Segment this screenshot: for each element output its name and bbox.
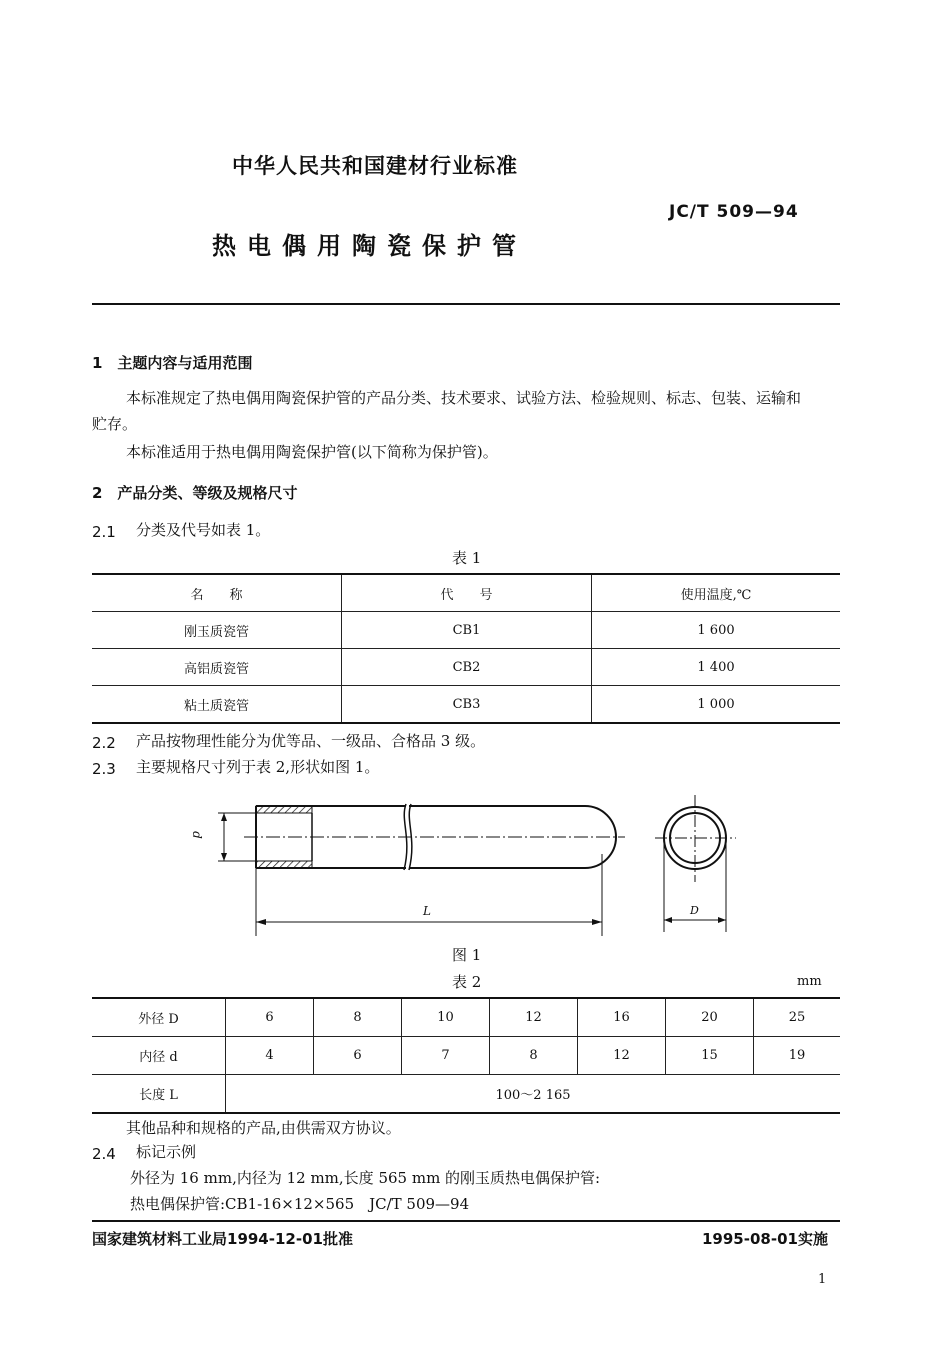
table-2-cell: 8 xyxy=(314,998,402,1037)
figure-1-caption: 图 1 xyxy=(452,946,482,964)
table-1 xyxy=(92,573,840,724)
table-row xyxy=(92,612,840,649)
table-2-cell: 12 xyxy=(578,1037,666,1075)
table-1-cell: CB3 xyxy=(342,686,592,724)
table-1-cell: 高铝质瓷管 xyxy=(183,661,249,677)
table-row xyxy=(92,1037,840,1075)
section-1-paragraph-1: 本标准规定了热电偶用陶瓷保护管的产品分类、技术要求、试验方法、检验规则、标志、包装、运输和 xyxy=(126,389,802,407)
table-row xyxy=(92,1075,840,1114)
section-1-paragraph-1-cont: 贮存。 xyxy=(92,415,138,433)
table-2-cell: 6 xyxy=(314,1037,402,1075)
approval-line: 国家建筑材料工业局1994-12-01批准 xyxy=(92,1230,353,1248)
table-2-cell: 20 xyxy=(666,998,754,1037)
effective-date: 1995-08-01实施 xyxy=(702,1230,828,1248)
example-marking: 热电偶保护管:CB1-16×12×565 JC/T 509—94 xyxy=(130,1195,470,1213)
table-1-cell: 1 600 xyxy=(592,612,841,649)
table-row xyxy=(92,649,840,686)
table-2-cell: 15 xyxy=(666,1037,754,1075)
table-2-cell: 6 xyxy=(226,998,314,1037)
clause-2-2-number: 2.2 xyxy=(92,734,116,752)
table-1-header-code: 代 号 xyxy=(342,574,592,612)
table-row xyxy=(92,686,840,724)
table-1-cell: 粘土质瓷管 xyxy=(183,698,249,714)
table-2-caption: 表 2 xyxy=(452,973,482,991)
clause-2-2-text: 产品按物理性能分为优等品、一级品、合格品 3 级。 xyxy=(136,732,486,750)
table-2-cell: 4 xyxy=(226,1037,314,1075)
section-1-heading: 1 主题内容与适用范围 xyxy=(92,354,253,372)
table-2-cell: 8 xyxy=(490,1037,578,1075)
table-2-cell: 10 xyxy=(402,998,490,1037)
table-2-cell: 7 xyxy=(402,1037,490,1075)
section-2-heading: 2 产品分类、等级及规格尺寸 xyxy=(92,484,298,502)
table-2-unit: mm xyxy=(797,974,822,989)
other-specs-note: 其他品种和规格的产品,由供需双方协议。 xyxy=(126,1119,401,1137)
figure-1-drawing xyxy=(180,790,760,940)
table-1-cell: 1 400 xyxy=(592,649,841,686)
header-rule xyxy=(92,303,840,305)
footer-rule xyxy=(92,1220,840,1222)
table-1-cell: 刚玉质瓷管 xyxy=(183,624,249,640)
clause-2-4-text: 标记示例 xyxy=(136,1143,197,1161)
clause-2-4-number: 2.4 xyxy=(92,1145,116,1163)
table-2-row-label: 外径 D xyxy=(138,1012,179,1027)
table-1-cell: 1 000 xyxy=(592,686,841,724)
page-number: 1 xyxy=(818,1272,827,1287)
table-2 xyxy=(92,997,840,1114)
issuing-body-title: 中华人民共和国建材行业标准 xyxy=(232,154,518,178)
table-1-cell: CB1 xyxy=(342,612,592,649)
figure-1-label-d: d xyxy=(189,831,204,839)
clause-2-1-text: 分类及代号如表 1。 xyxy=(136,521,271,539)
clause-2-3-number: 2.3 xyxy=(92,760,116,778)
example-description: 外径为 16 mm,内径为 12 mm,长度 565 mm 的刚玉质热电偶保护管: xyxy=(130,1169,601,1187)
section-1-paragraph-2: 本标准适用于热电偶用陶瓷保护管(以下简称为保护管)。 xyxy=(126,443,498,461)
document-title: 热电偶用陶瓷保护管 xyxy=(212,232,527,260)
table-2-cell: 25 xyxy=(754,998,841,1037)
table-2-cell: 100～2 165 xyxy=(226,1075,841,1114)
table-2-cell: 16 xyxy=(578,998,666,1037)
table-2-cell: 19 xyxy=(754,1037,841,1075)
clause-2-1-number: 2.1 xyxy=(92,523,116,541)
table-1-caption: 表 1 xyxy=(452,549,482,567)
table-1-header-temp: 使用温度,℃ xyxy=(592,574,841,612)
figure-1-label-L: L xyxy=(423,904,431,918)
table-1-cell: CB2 xyxy=(342,649,592,686)
table-1-header-name: 名 称 xyxy=(190,587,243,603)
table-row xyxy=(92,998,840,1037)
table-2-row-label: 长度 L xyxy=(139,1088,178,1103)
table-2-cell: 12 xyxy=(490,998,578,1037)
clause-2-3-text: 主要规格尺寸列于表 2,形状如图 1。 xyxy=(136,758,380,776)
table-2-row-label: 内径 d xyxy=(139,1050,178,1065)
figure-1-label-D: D xyxy=(690,904,699,917)
standard-number: JC/T 509—94 xyxy=(669,202,799,222)
